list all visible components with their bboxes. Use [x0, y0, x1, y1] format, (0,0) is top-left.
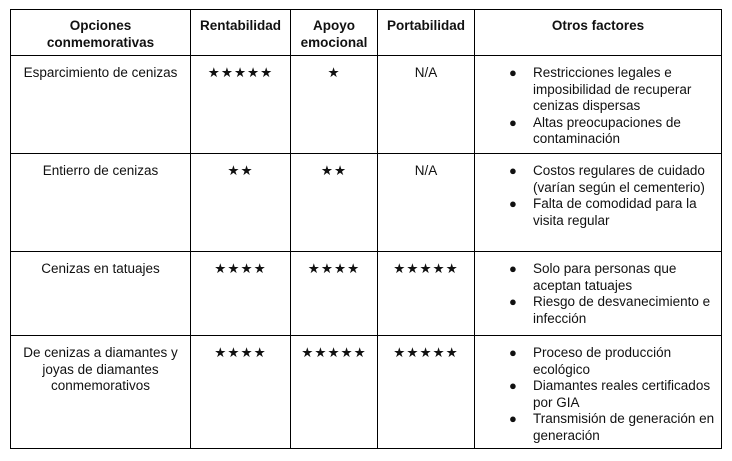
factors-cell	[475, 336, 722, 449]
list-item	[509, 378, 715, 411]
table-row	[11, 252, 722, 336]
list-item	[509, 114, 715, 148]
list-item	[509, 196, 715, 229]
bullet-icon: ●	[509, 114, 517, 130]
factor-text: Proceso de producción ecológico	[533, 345, 672, 377]
factors-cell	[475, 252, 722, 336]
factors-list	[481, 163, 715, 229]
header-row	[11, 10, 722, 56]
list-item	[509, 65, 715, 115]
list-item	[509, 294, 715, 327]
table-row	[11, 56, 722, 154]
rentabilidad-rating: ★★	[191, 154, 291, 252]
factor-text: Transmisión de generación en generación	[533, 411, 715, 443]
option-cell: Cenizas en tatuajes	[11, 252, 191, 336]
comparison-table	[10, 9, 722, 449]
portabilidad-rating: ★★★★★	[378, 336, 475, 449]
list-item	[509, 163, 715, 196]
factor-text: Falta de comodidad para la visita regular	[533, 196, 697, 228]
factor-text: Riesgo de desvanecimiento e infección	[533, 294, 711, 326]
factors-list	[481, 261, 715, 327]
bullet-icon: ●	[509, 65, 517, 80]
option-cell: Esparcimiento de cenizas	[11, 56, 191, 154]
rentabilidad-rating: ★★★★	[191, 336, 291, 449]
header-portabilidad: Portabilidad	[378, 10, 475, 56]
apoyo-rating: ★★	[291, 154, 378, 252]
factor-text: Altas preocupaciones de contaminación	[533, 114, 681, 146]
bullet-icon: ●	[509, 294, 517, 309]
apoyo-rating: ★★★★★	[291, 336, 378, 449]
rentabilidad-rating: ★★★★★	[191, 56, 291, 154]
bullet-icon: ●	[509, 261, 517, 276]
factors-list	[481, 345, 715, 444]
header-otros: Otros factores	[475, 10, 722, 56]
apoyo-rating: ★★★★	[291, 252, 378, 336]
list-item	[509, 261, 715, 294]
factor-text: Solo para personas que aceptan tatuajes	[533, 261, 677, 293]
portabilidad-rating: N/A	[378, 154, 475, 252]
bullet-icon: ●	[509, 411, 517, 426]
header-apoyo: Apoyo emocional	[291, 10, 378, 56]
apoyo-rating: ★	[291, 56, 378, 154]
list-item	[509, 411, 715, 444]
factor-text: Restricciones legales e imposibilidad de recuperar cenizas dispersas	[533, 65, 692, 113]
bullet-icon: ●	[509, 163, 517, 178]
header-opciones: Opciones conmemorativas	[11, 10, 191, 56]
header-rentabilidad: Rentabilidad	[191, 10, 291, 56]
factor-text: Diamantes reales certificados por GIA	[533, 378, 711, 410]
table-row	[11, 154, 722, 252]
option-cell: Entierro de cenizas	[11, 154, 191, 252]
portabilidad-rating: N/A	[378, 56, 475, 154]
factors-list	[481, 65, 715, 148]
factor-text: Costos regulares de cuidado (varían según el cementerio)	[533, 163, 705, 195]
bullet-icon: ●	[509, 378, 517, 393]
rentabilidad-rating: ★★★★	[191, 252, 291, 336]
factors-cell	[475, 56, 722, 154]
table-row	[11, 336, 722, 449]
bullet-icon: ●	[509, 196, 517, 211]
list-item	[509, 345, 715, 378]
factors-cell	[475, 154, 722, 252]
option-cell: De cenizas a diamantes y joyas de diamantes conmemorativos	[11, 336, 191, 449]
bullet-icon: ●	[509, 345, 517, 360]
portabilidad-rating: ★★★★★	[378, 252, 475, 336]
